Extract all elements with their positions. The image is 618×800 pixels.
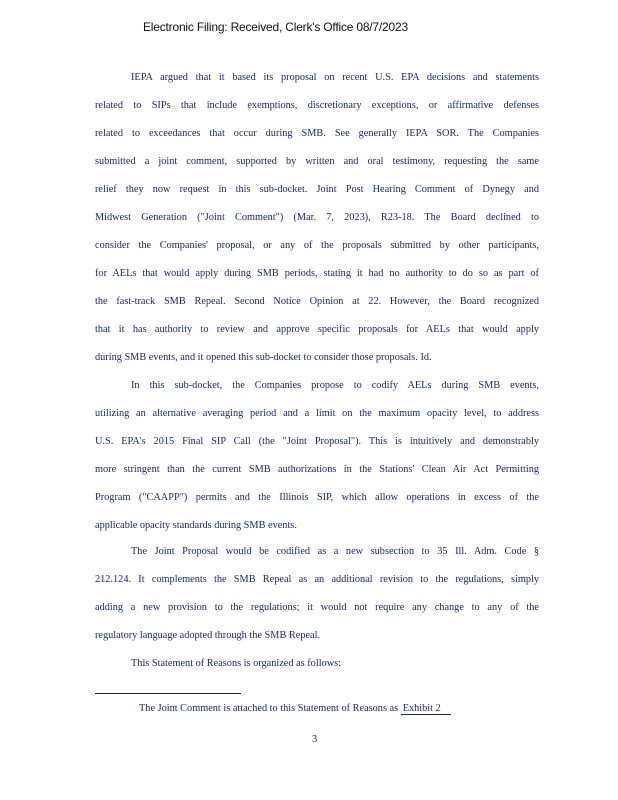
body-line: related to exceedances that occur during SMB. See generally IEPA SOR. The Companies (95, 128, 539, 139)
body-line: applicable opacity standards during SMB events. (95, 520, 297, 531)
footnote (139, 703, 451, 715)
body-line: related to SIPs that include exemptions, discretionary exceptions, or affirmative defenses (95, 100, 539, 111)
footnote-text: The Joint Comment is attached to this Statement of Reasons as (139, 703, 399, 714)
body-line: Midwest Generation ("Joint Comment") (Mar. 7, 2023), R23-18. The Board declined to (95, 212, 539, 223)
body-line: utilizing an alternative averaging period and a limit on the maximum opacity level, to address (95, 408, 539, 419)
body-line: This Statement of Reasons is organized as follows: (131, 658, 342, 669)
body-line: for AELs that would apply during SMB periods, stating it had no authority to do so as part of (95, 268, 539, 279)
body-line: 212.124. It complements the SMB Repeal as an additional revision to the regulations, simply (95, 574, 539, 585)
body-line: the fast-track SMB Repeal. Second Notice Opinion at 22. However, the Board recognized (95, 296, 539, 307)
body-line: during SMB events, and it opened this sub-docket to consider those proposals. Id. (95, 352, 432, 363)
exhibit-reference: Exhibit 2 (401, 703, 451, 715)
body-line: regulatory language adopted through the SMB Repeal. (95, 630, 321, 641)
body-line: Program ("CAAPP") permits and the Illinois SIP, which allow operations in excess of the (95, 492, 539, 503)
body-line: The Joint Proposal would be codified as a new subsection to 35 Ill. Adm. Code § (131, 546, 539, 557)
body-line: submitted a joint comment, supported by written and oral testimony, requesting the same (95, 156, 539, 167)
body-line: that it has authority to review and approve specific proposals for AELs that would apply (95, 324, 539, 335)
body-line: adding a new provision to the regulations; it would not require any change to any of the (95, 602, 539, 613)
filing-header: Electronic Filing: Received, Clerk's Office 08/7/2023 (143, 20, 408, 34)
body-line: relief they now request in this sub-docket. Joint Post Hearing Comment of Dynegy and (95, 184, 539, 195)
body-line: more stringent than the current SMB authorizations in the Stations' Clean Air Act Permitting (95, 464, 539, 475)
page-number: 3 (312, 734, 318, 745)
body-line: consider the Companies' proposal, or any of the proposals submitted by other participants, (95, 240, 539, 251)
body-line: IEPA argued that it based its proposal on recent U.S. EPA decisions and statements (131, 72, 539, 83)
footnote-separator (95, 693, 241, 694)
body-line: In this sub-docket, the Companies propose to codify AELs during SMB events, (131, 380, 539, 391)
body-line: U.S. EPA's 2015 Final SIP Call (the "Joint Proposal"). This is intuitively and demonstrably (95, 436, 539, 447)
